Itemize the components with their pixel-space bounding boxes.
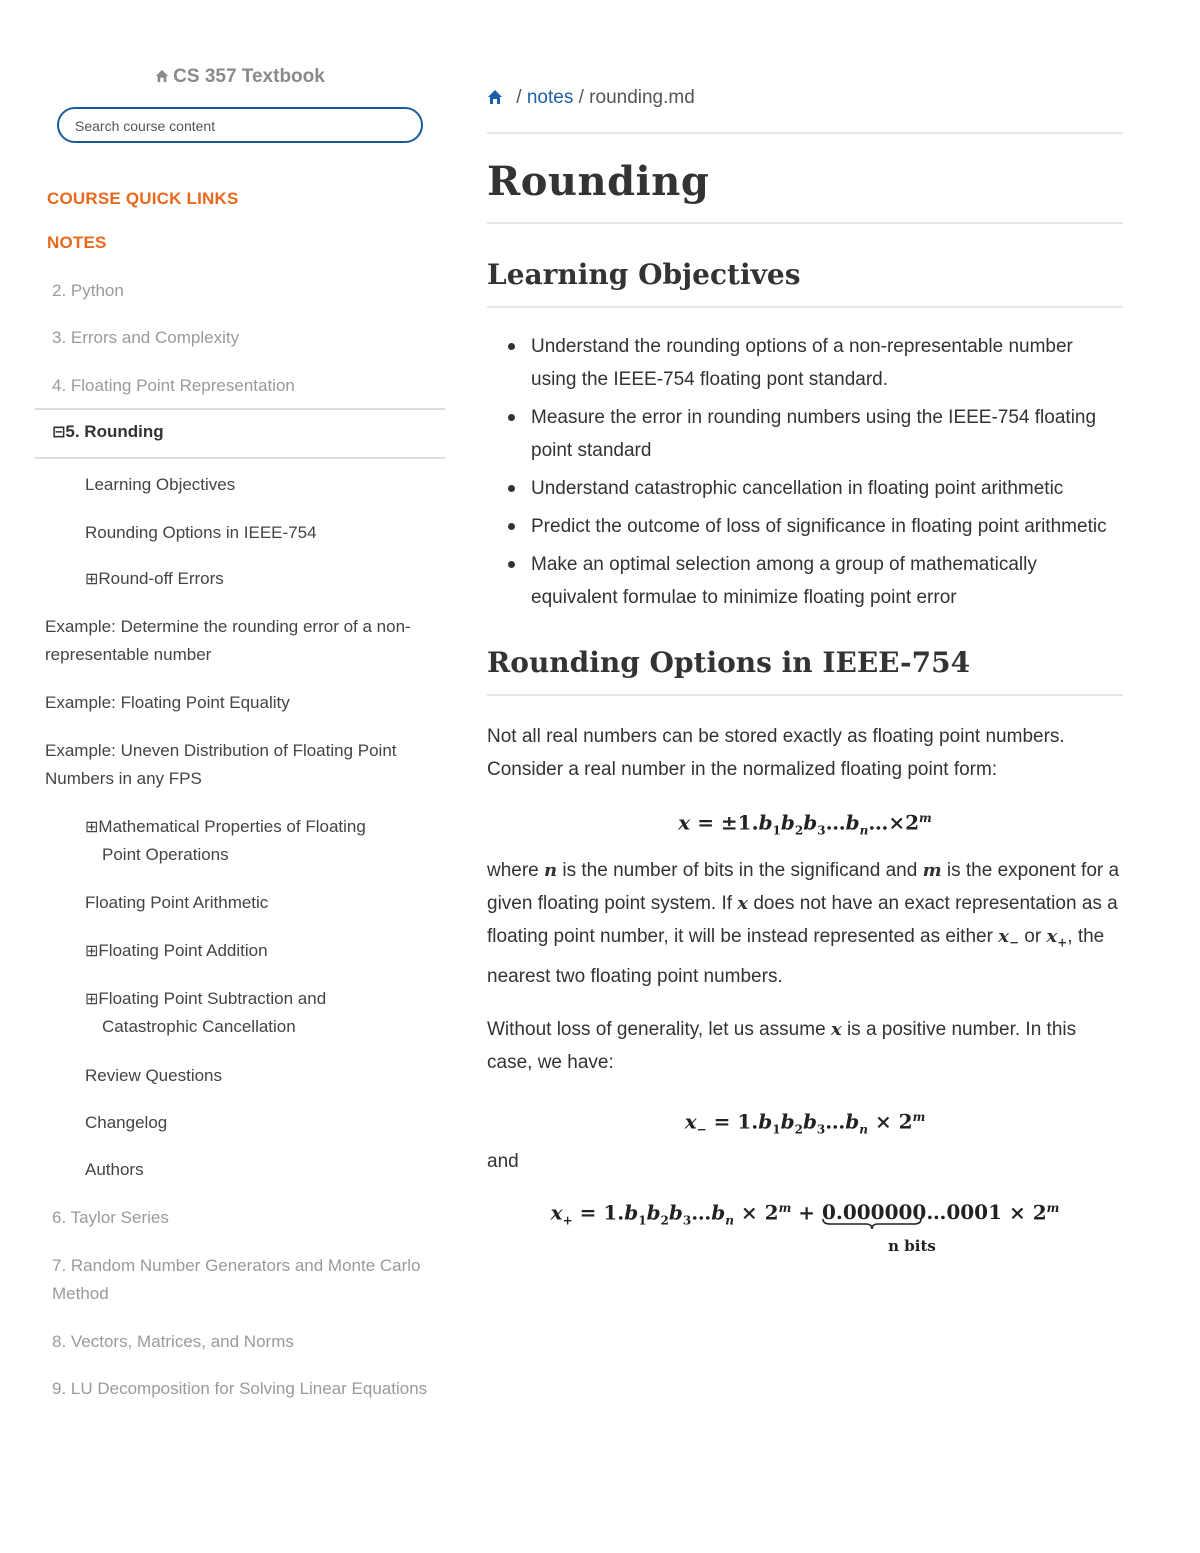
search-placeholder: Search course content xyxy=(75,118,216,134)
page-title: Rounding xyxy=(487,158,710,205)
para-text: is a positive number. In this case, we have: xyxy=(487,1018,1077,1073)
toc-fp-addition-label: Floating Point Addition xyxy=(98,941,268,960)
list-item: Understand the rounding options of a non-representable number using the IEEE-754 floating pont standard. xyxy=(487,330,1123,396)
site-title-link[interactable] xyxy=(35,65,445,89)
para-text: or xyxy=(1024,926,1042,947)
para-text: is the number of bits in the significand and xyxy=(562,860,918,881)
breadcrumb-current-file: rounding.md xyxy=(589,87,695,108)
toc-changelog[interactable]: Changelog xyxy=(85,1113,168,1132)
toc-fp-arithmetic[interactable]: Floating Point Arithmetic xyxy=(85,893,269,912)
underbrace-group: 0.000000…0001 n bits xyxy=(822,1194,1002,1230)
breadcrumb-separator: / xyxy=(578,87,584,108)
list-item: Make an optimal selection among a group of mathematically equivalent formulae to minimize floating point error xyxy=(487,548,1123,614)
divider xyxy=(487,222,1123,224)
toc-example-rounding-error[interactable]: Example: Determine the rounding error of a non-representable number xyxy=(45,617,411,664)
toc-round-off-errors[interactable] xyxy=(85,565,425,593)
toc-math-properties[interactable] xyxy=(85,813,425,869)
math-x-minus: $x_-$ xyxy=(998,926,1019,950)
math-x-plus: $x_+$ xyxy=(1046,926,1068,950)
para-text: where xyxy=(487,860,539,881)
learning-objectives-heading: Learning Objectives xyxy=(487,258,801,291)
and-text: and xyxy=(487,1150,519,1172)
nav-chapter-vectors[interactable]: 8. Vectors, Matrices, and Norms xyxy=(52,1332,294,1351)
nav-chapter-random[interactable]: 7. Random Number Generators and Monte Carlo Method xyxy=(52,1256,421,1303)
objectives-list xyxy=(487,330,1123,614)
nav-chapter-rounding-label: 5. Rounding xyxy=(65,422,164,441)
breadcrumb xyxy=(487,80,1123,116)
nav-divider xyxy=(35,408,445,410)
toc-fp-subtraction-line2: Catastrophic Cancellation xyxy=(102,1017,296,1036)
math-n: n xyxy=(544,860,558,881)
nav-chapter-lu[interactable]: 9. LU Decomposition for Solving Linear Equations xyxy=(52,1379,428,1398)
nav-chapter-rounding[interactable] xyxy=(52,422,164,442)
sidebar xyxy=(35,55,445,1398)
nav-chapter-python[interactable]: 2. Python xyxy=(52,281,124,300)
notes-heading[interactable]: NOTES xyxy=(47,233,107,252)
para-text: Without loss of generality, let us assume xyxy=(487,1018,826,1040)
para-text: , the nearest two floating point numbers. xyxy=(487,926,1105,987)
math-m: m xyxy=(922,860,942,881)
equation-x-plus: $x_+$ = $1.b_1b_2b_3\dots b_n \times 2^m$ + 0.000000…0001 n bits × $2^m$ xyxy=(487,1190,1123,1254)
nav-divider xyxy=(35,457,445,459)
para-text: does not have an exact representation as a floating point number, it will be instead represented as either xyxy=(487,893,1118,947)
equation-x-minus: $x_-$ = $1.b_1b_2b_3\dots b_n \times 2^m$ xyxy=(684,1109,926,1137)
toc-fp-subtraction[interactable] xyxy=(85,985,425,1041)
underbrace-label: n bits xyxy=(888,1237,936,1256)
toc-fp-addition[interactable] xyxy=(85,937,425,965)
toc-math-properties-line2: Point Operations xyxy=(102,845,229,864)
toc-math-properties-line1: Mathematical Properties of Floating xyxy=(98,817,366,836)
site-title-text: CS 357 Textbook xyxy=(173,66,325,87)
rounding-options-heading: Rounding Options in IEEE-754 xyxy=(487,646,971,679)
toc-example-uneven[interactable]: Example: Uneven Distribution of Floating Point Numbers in any FPS xyxy=(45,741,397,788)
assumption-paragraph xyxy=(487,1013,1123,1079)
toc-learning-objectives[interactable]: Learning Objectives xyxy=(85,475,236,494)
toc-round-off-errors-label: Round-off Errors xyxy=(98,569,224,588)
equation-x: $x = \pm 1.b_1b_2b_3\dots b_n\dots\times 2^m$ xyxy=(678,810,932,838)
toc-review-questions[interactable]: Review Questions xyxy=(85,1066,223,1085)
para-text: is the exponent for a given floating point system. If xyxy=(487,860,1120,914)
list-item: Predict the outcome of loss of significance in floating point arithmetic xyxy=(487,510,1123,543)
expand-icon[interactable]: ⊞ xyxy=(85,569,99,588)
expand-icon[interactable]: ⊞ xyxy=(85,941,99,960)
toc-example-equality[interactable]: Example: Floating Point Equality xyxy=(45,693,290,712)
divider xyxy=(487,132,1123,134)
home-icon xyxy=(155,69,169,83)
nav-chapter-errors[interactable]: 3. Errors and Complexity xyxy=(52,328,240,347)
math-x: x xyxy=(830,1018,842,1040)
nav-chapter-taylor[interactable]: 6. Taylor Series xyxy=(52,1208,169,1227)
definition-paragraph xyxy=(487,854,1123,993)
home-icon[interactable] xyxy=(487,89,503,105)
breadcrumb-notes-link[interactable]: notes xyxy=(526,87,574,108)
breadcrumb-separator: / xyxy=(516,87,522,108)
main-content xyxy=(487,80,1123,1254)
expand-icon[interactable]: ⊞ xyxy=(85,989,99,1008)
course-quick-links-heading[interactable]: COURSE QUICK LINKS xyxy=(47,189,239,208)
list-item: Measure the error in rounding numbers using the IEEE-754 floating point standard xyxy=(487,401,1123,467)
list-item: Understand catastrophic cancellation in floating point arithmetic xyxy=(487,472,1123,505)
toc-rounding-options[interactable]: Rounding Options in IEEE-754 xyxy=(85,523,317,542)
math-x: x xyxy=(737,893,749,914)
search-input[interactable] xyxy=(57,107,423,143)
toc-fp-subtraction-line1: Floating Point Subtraction and xyxy=(98,989,327,1008)
divider xyxy=(487,306,1123,308)
collapse-icon[interactable]: ⊟ xyxy=(52,422,66,441)
divider xyxy=(487,694,1123,696)
intro-paragraph: Not all real numbers can be stored exactly as floating point numbers. Consider a real number in the normalized floating point form: xyxy=(487,726,1065,780)
expand-icon[interactable]: ⊞ xyxy=(85,817,99,836)
nav-chapter-floating-point[interactable]: 4. Floating Point Representation xyxy=(52,376,295,395)
toc-authors[interactable]: Authors xyxy=(85,1160,144,1179)
